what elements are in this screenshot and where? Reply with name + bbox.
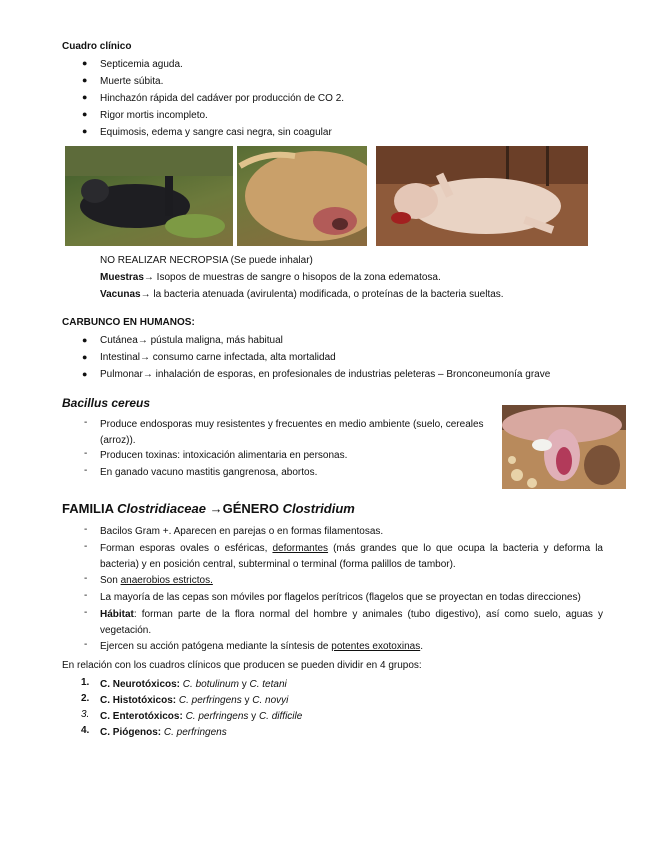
list-number: 1. (81, 677, 90, 688)
text-part: Ejercen su acción patógena mediante la síntesis de (100, 641, 332, 652)
group-label: C. Piógenos: (100, 727, 162, 738)
item-label: Intestinal (100, 352, 141, 363)
item-text: consumo carne infectada, alta mortalidad (150, 352, 336, 363)
arrow-icon: → (206, 501, 223, 516)
list-item (100, 709, 302, 725)
list-item (100, 693, 288, 709)
photo-pig-carcass (376, 146, 588, 246)
text-bold: Hábitat (100, 609, 134, 620)
item-text: inhalación de esporas, en profesionales de industrias peleteras – Bronconeumonía grave (152, 369, 551, 380)
text-underlined: potentes exotoxinas (331, 641, 421, 652)
dash-marker: - (84, 573, 88, 584)
conj: y (238, 679, 250, 690)
list-item (100, 639, 423, 655)
text-part: . (420, 641, 423, 652)
dash-marker: - (84, 417, 88, 428)
list-item (100, 607, 603, 638)
list-item: Bacilos Gram +. Aparecen en parejas o en formas filamentosas. (100, 526, 384, 537)
dash-marker: - (84, 639, 88, 650)
list-item (100, 725, 227, 741)
arrow-icon: → (140, 289, 151, 300)
note-label: Vacunas (100, 289, 141, 300)
arrow-icon: → (143, 272, 154, 283)
species: C. perfringens (178, 695, 242, 706)
list-item: Muerte súbita. (100, 76, 164, 87)
note-text: Isopos de muestras de sangre o hisopos de la zona edematosa. (153, 272, 441, 283)
group-label: C. Neurotóxicos: (100, 679, 181, 690)
species: C. tetani (249, 679, 287, 690)
text-underlined: anaerobios estrictos. (120, 575, 213, 586)
list-number: 4. (81, 725, 90, 736)
note-vacunas (100, 287, 504, 303)
arrow-icon: → (142, 369, 153, 380)
text-part: : forman parte de la flora normal del hombre y animales (tubo digestivo), así como suelo, aguas y vegetación. (100, 609, 603, 636)
note-muestras (100, 270, 441, 286)
list-item: En ganado vacuno mastitis gangrenosa, abortos. (100, 467, 318, 478)
dash-marker: - (84, 448, 88, 459)
bullet: ● (82, 352, 88, 362)
heading-family: Clostridiaceae (117, 501, 206, 516)
conj: y (248, 711, 259, 722)
arrow-icon: → (137, 335, 148, 346)
dash-marker: - (84, 541, 88, 552)
list-item: Producen toxinas: intoxicación alimentaria en personas. (100, 450, 348, 461)
heading-prefix: FAMILIA (62, 501, 118, 516)
bullet: ● (82, 369, 88, 379)
photo-udder-mastitis (502, 405, 626, 489)
note-text: la bacteria atenuada (avirulenta) modificada, o proteínas de la bacteria sueltas. (150, 289, 504, 300)
list-item (100, 573, 213, 589)
text-underlined: deformantes (272, 543, 329, 554)
item-label: Cutánea (100, 335, 138, 346)
list-item: Rigor mortis incompleto. (100, 110, 208, 121)
bullet: ● (82, 335, 88, 345)
list-item: Produce endosporas muy resistentes y frecuentes en medio ambiente (suelo, cereales (arroz)). (100, 419, 484, 446)
item-label: Pulmonar (100, 369, 143, 380)
heading-genus: Clostridium (282, 501, 355, 516)
bullet: ● (82, 58, 88, 68)
groups-intro: En relación con los cuadros clínicos que producen se pueden dividir en 4 grupos: (62, 660, 422, 671)
section-heading-cuadro-clinico: Cuadro clínico (62, 41, 132, 52)
dash-marker: - (84, 524, 88, 535)
section-heading-bacillus: Bacillus cereus (62, 396, 151, 410)
conj: y (241, 695, 253, 706)
list-item (100, 677, 287, 693)
list-item (100, 350, 336, 366)
photo-anthrax-carcasses (65, 146, 367, 246)
section-heading-familia (62, 501, 355, 516)
list-item: Equimosis, edema y sangre casi negra, sin coagular (100, 127, 332, 138)
list-number: 3. (81, 709, 90, 720)
bullet: ● (82, 126, 88, 136)
note-necropsia: NO REALIZAR NECROPSIA (Se puede inhalar) (100, 255, 313, 266)
species: C. difficile (258, 711, 303, 722)
list-item: Hinchazón rápida del cadáver por producción de CO 2. (100, 93, 345, 104)
species: C. perfringens (163, 727, 227, 738)
heading-genus-label: GÉNERO (222, 501, 283, 516)
list-number: 2. (81, 693, 90, 704)
list-item (100, 333, 283, 349)
note-label: Muestras (100, 272, 144, 283)
text-part: Forman esporas ovales o esféricas, (100, 543, 273, 554)
dash-marker: - (84, 590, 88, 601)
species: C. botulinum (182, 679, 239, 690)
dash-marker: - (84, 465, 88, 476)
list-item (100, 541, 603, 572)
dash-marker: - (84, 607, 88, 618)
bullet: ● (82, 109, 88, 119)
text-part: (más grandes que lo que ocupa la bacteria y deforma la bacteria) y en posición central, subterminal o terminal (forma palillos de tambor). (100, 543, 603, 570)
bullet: ● (82, 92, 88, 102)
species: C. novyi (252, 695, 289, 706)
item-text: pústula maligna, más habitual (147, 335, 283, 346)
text-part: Son (100, 575, 121, 586)
list-item: La mayoría de las cepas son móviles por flagelos perítricos (flagelos que se proyectan en todas direcciones) (100, 592, 581, 603)
section-heading-carbunco: CARBUNCO EN HUMANOS: (62, 317, 195, 328)
list-item (100, 367, 590, 383)
species: C. perfringens (185, 711, 249, 722)
group-label: C. Enterotóxicos: (100, 711, 183, 722)
arrow-icon: → (140, 352, 151, 363)
list-item: Septicemia aguda. (100, 59, 183, 70)
group-label: C. Histotóxicos: (100, 695, 177, 706)
bullet: ● (82, 75, 88, 85)
